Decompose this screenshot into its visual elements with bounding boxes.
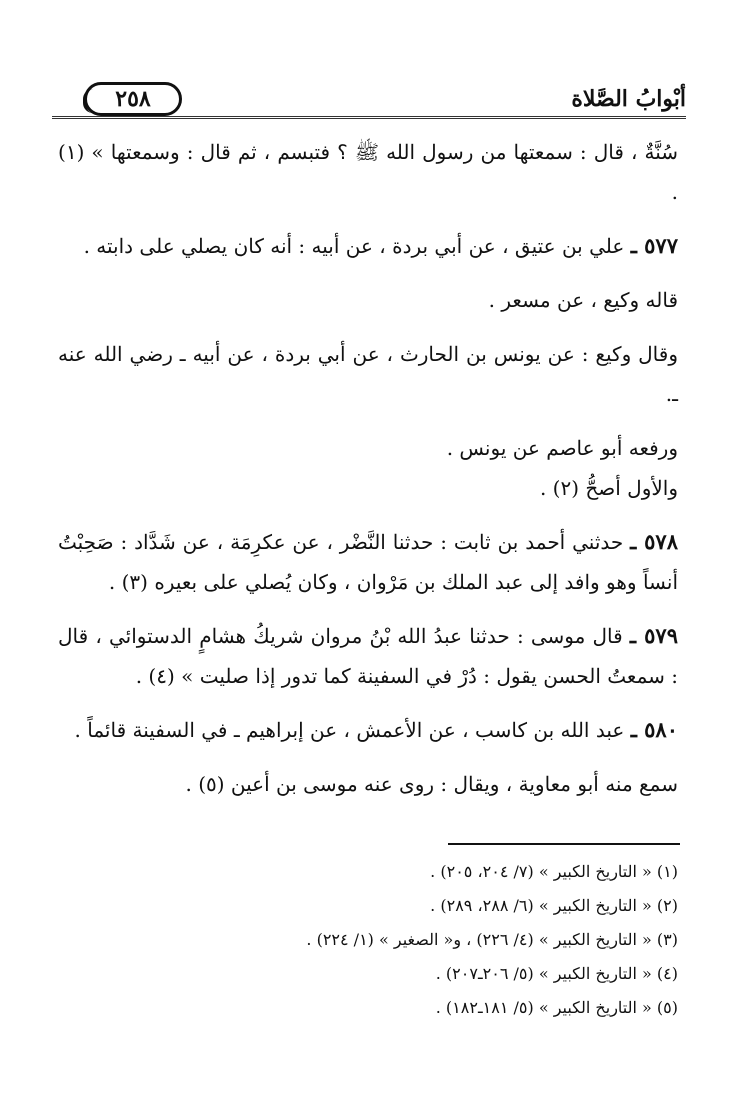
page-number: ٢٥٨ — [84, 82, 182, 116]
footnote-divider — [448, 843, 680, 845]
hadith-number: ٥٨٠ ـ — [630, 717, 678, 742]
paragraph: والأول أصحُّ (٢) . — [539, 476, 678, 500]
running-title: أبْوابُ الصَّلاة — [571, 86, 686, 112]
footnote: (٤) « التاريخ الكبير » (٥/ ٢٠٦ـ٢٠٧) . — [435, 964, 678, 983]
paragraph: سمع منه أبو معاوية ، ويقال : روى عنه موسى بن أعين (٥) . — [185, 772, 678, 796]
paragraph: ورفعه أبو عاصم عن يونس . — [446, 436, 678, 460]
footnote: (٣) « التاريخ الكبير » (٤/ ٢٢٦) ، و« الصغير » (١/ ٢٢٤) . — [306, 930, 678, 949]
main-text — [58, 132, 678, 804]
footnote: (٢) « التاريخ الكبير » (٦/ ٢٨٨، ٢٨٩) . — [430, 896, 678, 915]
hadith-577: ٥٧٧ ـ علي بن عتيق ، عن أبي بردة ، عن أبيه : أنه كان يصلي على دابته . — [83, 233, 678, 258]
hadith-578: ٥٧٨ ـ حدثني أحمد بن ثابت : حدثنا النَّضْر ، عن عكرِمَة ، عن شَدَّاد : صَحِبْتُ أنساً وهو وافد إلى عبد الملك بن مَرْوان ، وكان يُصلي على بعيره (٣) . — [58, 529, 678, 594]
hadith-number: ٥٧٨ ـ — [630, 529, 678, 554]
footnote: (٥) « التاريخ الكبير » (٥/ ١٨١ـ١٨٢) . — [435, 998, 678, 1017]
header-divider — [52, 116, 686, 119]
paragraph: سُنَّةٌ ، قال : سمعتها من رسول الله ﷺ ؟ فتبسم ، ثم قال : وسمعتها » (١) . — [58, 140, 678, 204]
hadith-number: ٥٧٧ ـ — [630, 233, 678, 258]
hadith-580: ٥٨٠ ـ عبد الله بن كاسب ، عن الأعمش ، عن إبراهيم ـ في السفينة قائماً . — [74, 717, 678, 742]
page-header — [52, 78, 686, 122]
hadith-579: ٥٧٩ ـ قال موسى : حدثنا عبدُ الله بْنُ مروان شريكُ هشامٍ الدستوائي ، قال : سمعتُ الحسن يقول : دُرْ في السفينة كما تدور إذا صليت » (٤) . — [58, 623, 678, 688]
paragraph: وقال وكيع : عن يونس بن الحارث ، عن أبي بردة ، عن أبيه ـ رضي الله عنه ـ. — [58, 342, 678, 406]
paragraph: قاله وكيع ، عن مسعر . — [488, 288, 678, 312]
footnotes — [60, 855, 678, 1025]
footnote: (١) « التاريخ الكبير » (٧/ ٢٠٤، ٢٠٥) . — [430, 862, 678, 881]
hadith-number: ٥٧٩ ـ — [629, 623, 678, 648]
